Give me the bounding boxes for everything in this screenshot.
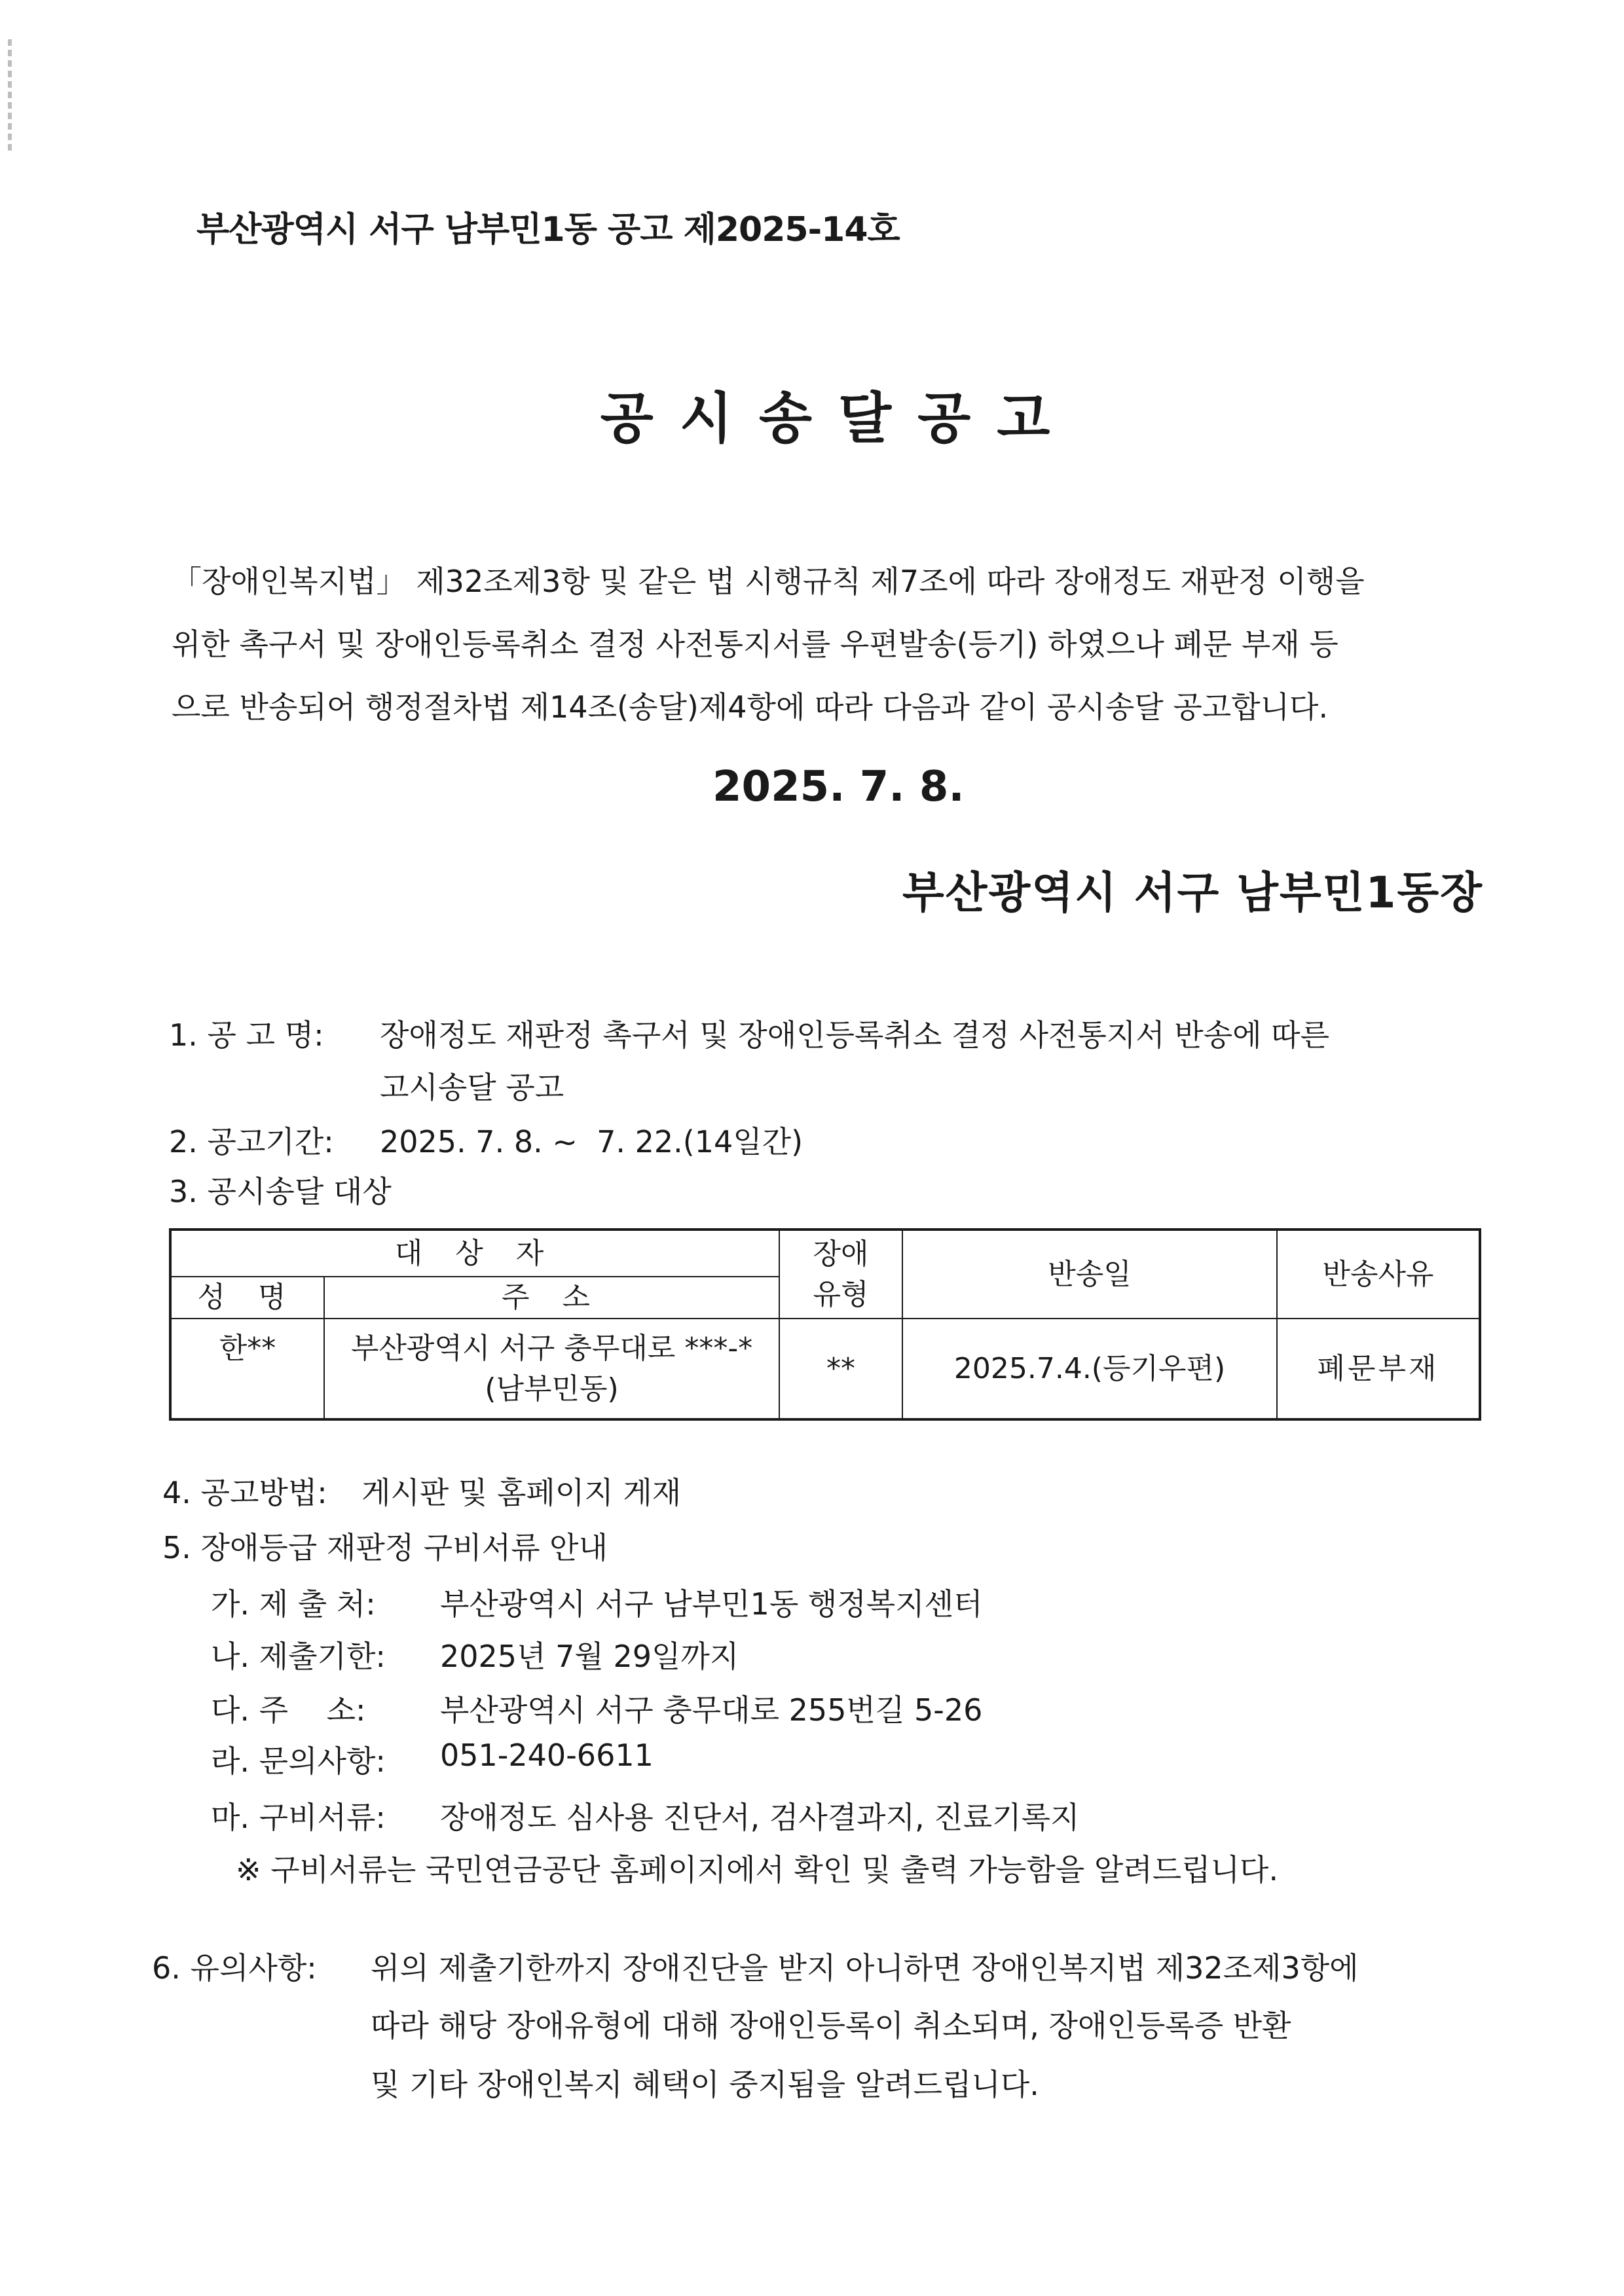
cell-type: ** xyxy=(779,1319,902,1419)
header-name: 성 명 xyxy=(170,1277,324,1319)
intro-line: 위한 촉구서 및 장애인등록취소 결정 사전통지서를 우편발송(등기) 하였으나 폐문 부재 등 xyxy=(172,627,1338,662)
doc-a-text: 부산광역시 서구 남부민1동 행정복지센터 xyxy=(440,1586,983,1622)
header-address: 주 소 xyxy=(324,1277,779,1319)
item6-line: 및 기타 장애인복지 혜택이 중지됨을 알려드립니다. xyxy=(371,2067,1039,2102)
cell-address xyxy=(324,1319,779,1419)
header-type-line2: 유형 xyxy=(813,1277,869,1311)
intro-line: 으로 반송되어 행정절차법 제14조(송달)제4항에 따라 다음과 같이 공시송달 공고합니다. xyxy=(172,689,1329,725)
scan-edge-mark xyxy=(8,39,12,151)
item6-line: 따라 해당 장애유형에 대해 장애인등록이 취소되며, 장애인등록증 반환 xyxy=(371,2008,1291,2043)
documents-note: ※ 구비서류는 국민연금공단 홈페이지에서 확인 및 출력 가능함을 알려드립니다. xyxy=(236,1852,1279,1887)
doc-a-label: 가. 제 출 처: xyxy=(211,1586,376,1622)
item1-text: 장애정도 재판정 촉구서 및 장애인등록취소 결정 사전통지서 반송에 따른 xyxy=(380,1017,1330,1053)
address-line1: 부산광역시 서구 충무대로 ***-* xyxy=(350,1331,753,1365)
header-return-date: 반송일 xyxy=(902,1230,1277,1319)
item1-label: 1. 공 고 명: xyxy=(169,1017,324,1053)
doc-b-label: 나. 제출기한: xyxy=(211,1639,386,1674)
doc-e-label: 마. 구비서류: xyxy=(211,1800,386,1835)
header-target: 대 상 자 xyxy=(170,1230,779,1277)
item4-text: 게시판 및 홈페이지 게재 xyxy=(361,1475,682,1510)
issuer-signature: 부산광역시 서구 남부민1동장 xyxy=(902,867,1483,918)
item2-text: 2025. 7. 8. ~ 7. 22.(14일간) xyxy=(380,1124,803,1159)
doc-e-text: 장애정도 심사용 진단서, 검사결과지, 진료기록지 xyxy=(440,1800,1080,1835)
cell-return-reason: 폐문부재 xyxy=(1277,1319,1480,1419)
notice-date: 2025. 7. 8. xyxy=(712,763,965,811)
header-type-line1: 장애 xyxy=(813,1237,869,1271)
doc-c-text: 부산광역시 서구 충무대로 255번길 5-26 xyxy=(440,1692,983,1728)
target-table xyxy=(169,1228,1481,1421)
item4-label: 4. 공고방법: xyxy=(162,1475,327,1510)
item6-label: 6. 유의사항: xyxy=(152,1950,317,1986)
cell-return-date: 2025.7.4.(등기우편) xyxy=(902,1319,1277,1419)
address-line2: (남부민동) xyxy=(485,1372,619,1406)
doc-c-label: 다. 주 소: xyxy=(211,1692,366,1728)
doc-b-text: 2025년 7월 29일까지 xyxy=(440,1639,739,1674)
intro-line: 「장애인복지법」 제32조제3항 및 같은 법 시행규칙 제7조에 따라 장애정도 재판정 이행을 xyxy=(172,564,1365,599)
notice-number: 부산광역시 서구 남부민1동 공고 제2025-14호 xyxy=(196,210,900,249)
header-disability-type xyxy=(779,1230,902,1319)
item3-label: 3. 공시송달 대상 xyxy=(169,1174,392,1209)
item1-text-cont: 고시송달 공고 xyxy=(380,1070,564,1105)
intro-paragraph xyxy=(172,550,1501,738)
header-return-reason: 반송사유 xyxy=(1277,1230,1480,1319)
doc-d-text: 051-240-6611 xyxy=(440,1738,654,1773)
page-title: 공시송달공고 xyxy=(600,386,1077,450)
item2-label: 2. 공고기간: xyxy=(169,1124,334,1159)
doc-d-label: 라. 문의사항: xyxy=(211,1743,386,1779)
item6-line: 위의 제출기한까지 장애진단을 받지 아니하면 장애인복지법 제32조제3항에 xyxy=(371,1950,1359,1986)
cell-name: 한** xyxy=(170,1319,324,1419)
table-row xyxy=(170,1319,1480,1419)
item5-label: 5. 장애등급 재판정 구비서류 안내 xyxy=(162,1530,608,1565)
table-header-row xyxy=(170,1230,1480,1277)
